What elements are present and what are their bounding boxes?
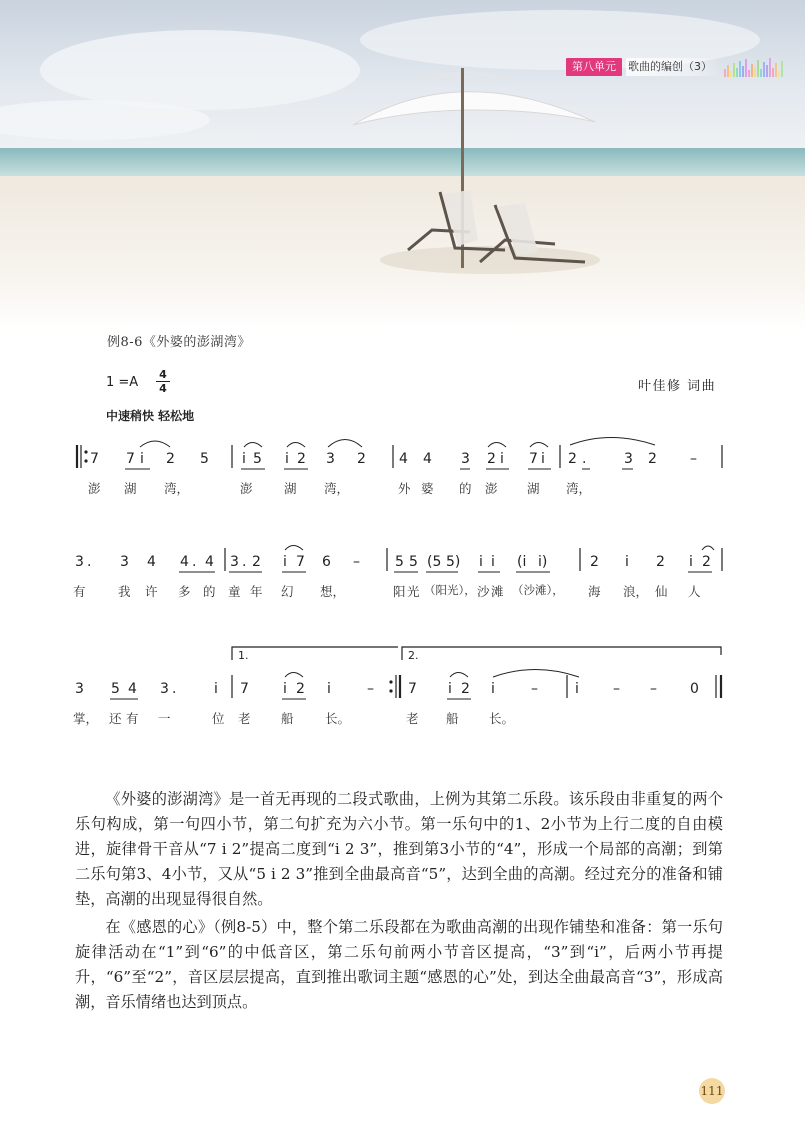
svg-text:i: i [214,681,218,697]
volta-1-label: 1. [238,649,249,662]
svg-text:–: – [613,681,620,697]
svg-text:2: 2 [648,451,657,467]
lyric: 长。 [325,711,351,726]
svg-text:5: 5 [395,554,404,570]
time-signature [156,369,170,394]
lyric: 我 [118,584,131,599]
body-paragraph-1: 《外婆的澎湖湾》是一首无再现的二段式歌曲，上例为其第二乐段。该乐段由非重复的两个乐句构成，第一句四小节，第二句扩充为六小节。第一乐句中的1、2小节为上行二度的自由模进，旋律骨干音从“7 i 2”提高二度到“i 2 3”，推到第3小节的“4”，形成一个局部的高潮；到第二乐句第3、4小节，又从“5 i 2 3”推到全曲最高音“5”，达到全曲的高潮。经过充分的准备和铺垫，高潮的出现显得很自然。 [75,790,723,908]
lyric: 长。 [489,711,515,726]
unit-title: 歌曲的编创（3） [626,58,722,76]
svg-text:3: 3 [75,554,84,570]
svg-text:–: – [367,681,374,697]
svg-text:2: 2 [296,681,305,697]
svg-text:.: . [172,681,177,697]
lyric: 有 [73,584,86,599]
lyric: 幻 [281,584,294,599]
svg-text:6: 6 [322,554,331,570]
lyric: 沙 [477,584,490,599]
notes-row-1 [90,451,697,467]
svg-text:i: i [500,451,504,467]
time-top: 4 [159,368,167,381]
key-signature: 1 =A [106,375,139,390]
svg-text:i: i [140,451,144,467]
svg-text:3: 3 [120,554,129,570]
lyric: 想， [320,584,346,599]
svg-text:i: i [491,554,495,570]
lyric: 仙 [655,584,668,599]
svg-text:(i: (i [517,554,527,570]
svg-text:i: i [327,681,331,697]
lyric: （沙滩）， [512,583,564,597]
svg-text:–: – [531,681,538,697]
svg-text:(5: (5 [427,554,442,570]
lyric: 阳 [393,584,406,599]
lyric: （阳光）， [424,583,476,597]
beach-umbrella-illustration [0,0,805,330]
svg-text:i: i [575,681,579,697]
svg-text:i: i [285,451,289,467]
svg-text:2: 2 [461,681,470,697]
svg-text:i: i [448,681,452,697]
svg-text:2: 2 [487,451,496,467]
svg-text:2: 2 [297,451,306,467]
svg-text:2: 2 [252,554,261,570]
svg-text:5: 5 [200,451,209,467]
notes-row-3 [75,681,699,697]
lyric: 湖 [124,481,137,496]
example-title: 例8-6《外婆的澎湖湾》 [107,335,251,350]
lyric: 滩 [491,584,504,599]
volta-2-label: 2. [408,649,419,662]
svg-text:.: . [242,554,247,570]
svg-text:i: i [689,554,693,570]
svg-text:i: i [625,554,629,570]
lyric: 一 [158,711,171,726]
lyric: 年 [250,584,263,599]
page-number: 111 [699,1078,725,1104]
svg-text:i: i [491,681,495,697]
svg-text:–: – [690,451,697,467]
svg-text:2: 2 [166,451,175,467]
lyric: 人 [688,584,701,599]
svg-text:–: – [650,681,657,697]
lyric: 船 [281,711,294,726]
svg-text:4: 4 [128,681,137,697]
svg-text:2: 2 [568,451,577,467]
lyric: 老 [406,711,419,726]
svg-text:3: 3 [624,451,633,467]
lyric: 湖 [527,481,540,496]
svg-text:i: i [541,451,545,467]
lyric: 澎 [485,481,498,496]
svg-text:.: . [87,554,92,570]
svg-text:4: 4 [423,451,432,467]
svg-text:3: 3 [160,681,169,697]
tempo-marking: 中速稍快 轻松地 [106,409,195,423]
lyric: 还 [109,711,122,726]
svg-text:4: 4 [205,554,214,570]
svg-text:3: 3 [75,681,84,697]
lyric: 老 [238,711,251,726]
lyric: 婆 [421,481,434,496]
svg-text:.: . [192,554,197,570]
lyric: 海 [588,584,601,599]
body-paragraph-2: 在《感恩的心》（例8-5）中，整个第二乐段都在为歌曲高潮的出现作铺垫和准备：第一乐句旋律活动在“1”到“6”的中低音区，第二乐句前两小节音区提高，“3”到“i”，后两小节再提升，“6”至“2”，音区层层提高，直到推出歌词主题“感恩的心”处，到达全曲最高音“3”，形成高潮，音乐情绪也达到顶点。 [75,918,723,1011]
svg-text:7: 7 [408,681,417,697]
svg-text:3: 3 [326,451,335,467]
svg-text:5): 5) [446,554,461,570]
lyric: 多 [178,584,191,599]
svg-text:3: 3 [230,554,239,570]
svg-text:5: 5 [253,451,262,467]
svg-text:7: 7 [296,554,305,570]
svg-text:0: 0 [690,681,699,697]
svg-text:2: 2 [357,451,366,467]
svg-text:3: 3 [461,451,470,467]
lyric: 外 [398,481,411,496]
lyric: 湾， [566,481,592,496]
svg-text:i: i [283,554,287,570]
lyric: 湾， [324,481,350,496]
lyric: 湖 [284,481,297,496]
lyric: 的 [203,584,216,599]
notes-row-2 [75,554,711,570]
lyric: 掌， [73,711,99,726]
lyric: 澎 [240,481,253,496]
svg-text:i: i [242,451,246,467]
lyric: 有 [126,711,139,726]
svg-text:5: 5 [111,681,120,697]
svg-text:7: 7 [240,681,249,697]
svg-text:i: i [283,681,287,697]
svg-text:4: 4 [180,554,189,570]
svg-text:4: 4 [399,451,408,467]
unit-header [566,57,784,77]
lyric: 湾， [164,481,190,496]
lyric: 位 [212,711,225,726]
svg-text:7: 7 [90,451,99,467]
svg-text:.: . [582,451,587,467]
time-bottom: 4 [159,382,167,395]
slurs [140,438,714,678]
composer-credit: 叶佳修 词曲 [638,379,717,394]
svg-text:i: i [479,554,483,570]
svg-text:7: 7 [529,451,538,467]
lyric: 光 [407,584,420,599]
svg-text:7: 7 [126,451,135,467]
lyric: 许 [145,584,158,599]
rainbow-bars-decoration [724,57,784,77]
lyric: 童 [228,584,241,599]
lyric: 浪， [623,584,649,599]
lyric: 澎 [88,481,101,496]
svg-text:2: 2 [702,554,711,570]
svg-text:4: 4 [147,554,156,570]
svg-text:i): i) [538,554,548,570]
header-photo [0,0,805,330]
svg-text:2: 2 [656,554,665,570]
lyric: 的 [459,481,472,496]
unit-tag: 第八单元 [566,58,622,76]
lyric: 船 [446,711,459,726]
svg-text:2: 2 [590,554,599,570]
svg-text:5: 5 [409,554,418,570]
svg-text:–: – [353,554,360,570]
